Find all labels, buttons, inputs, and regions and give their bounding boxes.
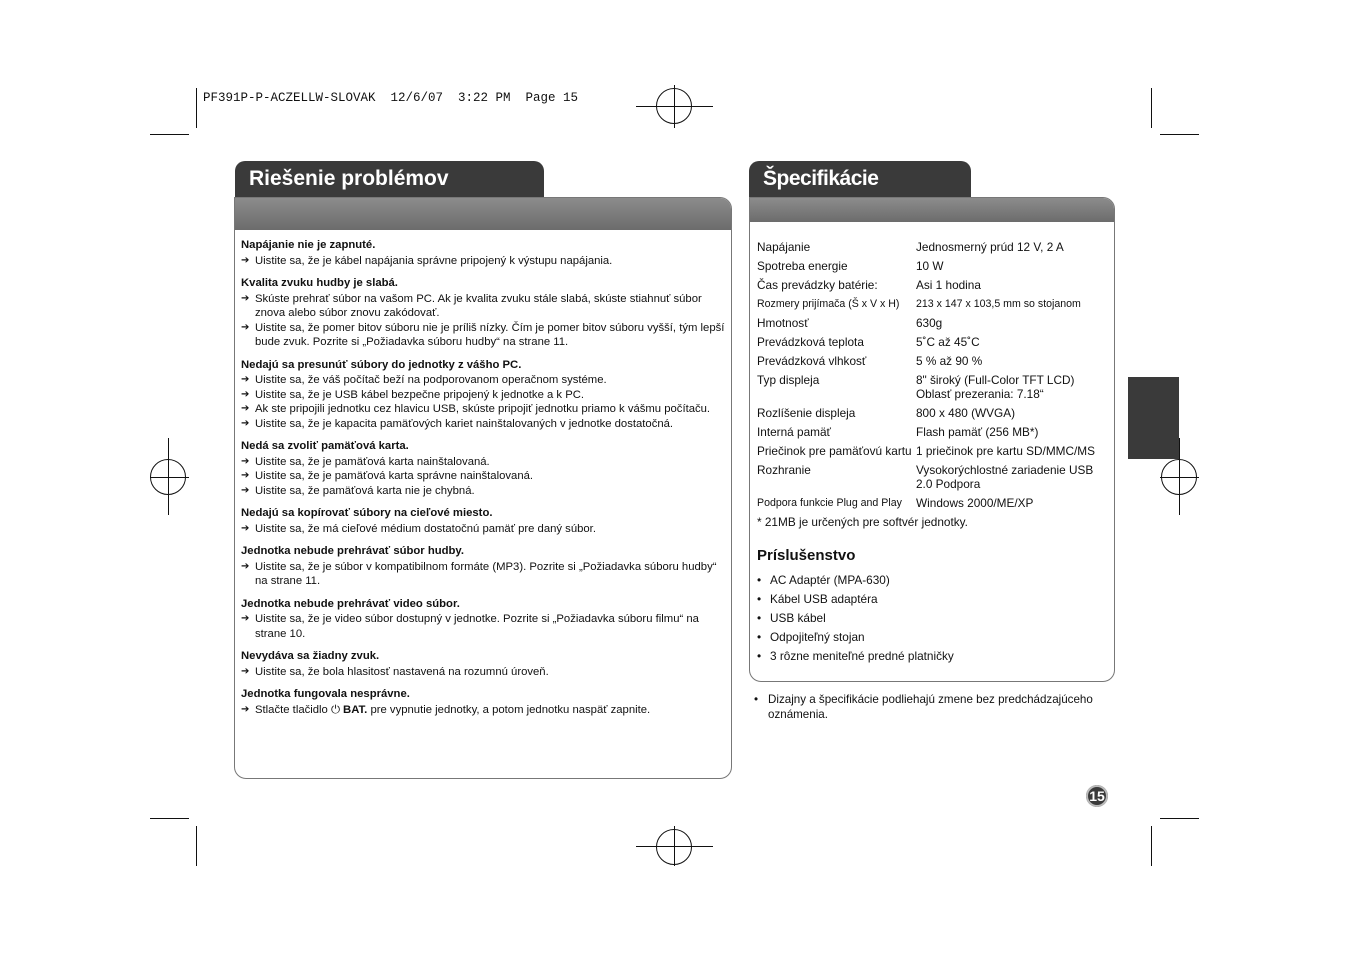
- spec-value: Vysokorýchlostné zariadenie USB: [916, 463, 1094, 477]
- panel-header-bar: [750, 198, 1114, 222]
- spec-label: Podpora funkcie Plug and Play: [757, 497, 902, 509]
- note-text: Dizajny a špecifikácie podliehajú zmene bez predchádzajúceho oznámenia.: [768, 693, 1093, 721]
- spec-label: Prevádzková teplota: [757, 335, 864, 349]
- arrow-icon: ➔: [241, 417, 250, 429]
- trouble-item: [241, 388, 729, 403]
- trouble-item: [241, 321, 729, 350]
- spec-value-cell: [916, 496, 1113, 510]
- trouble-heading: Jednotka nebude prehrávať súbor hudby.: [241, 545, 465, 557]
- trouble-item-text: Uistite sa, že je USB kábel bezpečne pripojený k jednotke a k PC.: [255, 388, 585, 401]
- spec-value-line2: 2.0 Podpora: [916, 477, 981, 491]
- spec-value: Jednosmerný prúd 12 V, 2 A: [916, 240, 1064, 254]
- accessory-text: Kábel USB adaptéra: [770, 592, 878, 606]
- specifications-content: [757, 240, 1113, 668]
- spec-value: 213 x 147 x 103,5 mm so stojanom: [916, 298, 1081, 310]
- spec-label: Priečinok pre pamäťovú kartu: [757, 444, 912, 458]
- accessory-text: USB kábel: [770, 611, 826, 625]
- spec-value-cell: [916, 463, 1113, 491]
- arrow-icon: ➔: [241, 560, 250, 572]
- spec-row: [757, 316, 1113, 330]
- accessory-item: [757, 573, 1113, 587]
- spec-value: Asi 1 hodina: [916, 278, 981, 292]
- spec-footnote: * 21MB je určených pre softvér jednotky.: [757, 515, 968, 529]
- spec-change-note: [753, 692, 1115, 722]
- arrow-icon: ➔: [241, 484, 250, 496]
- arrow-icon: ➔: [241, 703, 250, 715]
- trouble-item: [241, 560, 729, 589]
- registration-line: [674, 85, 675, 128]
- trouble-item: [241, 373, 729, 388]
- trouble-item-text: Uistite sa, že váš počítač beží na podporovanom operačnom systéme.: [255, 374, 607, 386]
- arrow-icon: ➔: [241, 321, 250, 333]
- panel-header-bar: [235, 198, 731, 230]
- trouble-item-text: Uistite sa, že je kábel napájania správne pripojený k výstupu napájania.: [255, 254, 613, 267]
- spec-value-cell: [916, 425, 1113, 439]
- spec-value-cell: [916, 335, 1113, 349]
- trouble-item-text: Uistite sa, že je súbor v kompatibilnom formáte (MP3). Pozrite si „Požiadavka súboru hudby“ na strane 11.: [255, 560, 717, 587]
- arrow-icon: ➔: [241, 403, 250, 414]
- spec-row: [757, 406, 1113, 420]
- spec-row: [757, 240, 1113, 254]
- spec-label: Rozlíšenie displeja: [757, 406, 856, 420]
- accessory-item: [757, 611, 1113, 625]
- trouble-section: [241, 276, 729, 350]
- trouble-item-text: pre vypnutie jednotky, a potom jednotku naspäť zapnite.: [367, 703, 651, 716]
- spec-value: 5˚C až 45˚C: [916, 335, 980, 349]
- spec-label: Napájanie: [757, 240, 811, 254]
- accessory-text: 3 rôzne meniteľné predné platničky: [770, 649, 954, 663]
- trouble-section: [241, 687, 729, 717]
- trouble-item-text: Uistite sa, že je kapacita pamäťových kariet nainštalovaných v jednotke dostatočná.: [255, 417, 674, 430]
- trouble-item-text: Uistite sa, že je pamäťová karta správne nainštalovaná.: [255, 470, 534, 482]
- trouble-item: [241, 254, 729, 269]
- trouble-heading: Kvalita zvuku hudby je slabá.: [241, 277, 398, 289]
- accessory-item: [757, 649, 1113, 663]
- spec-value: 5 % až 90 %: [916, 354, 983, 368]
- spec-value-cell: [916, 444, 1113, 458]
- spec-row: [757, 335, 1113, 349]
- spec-value: 10 W: [916, 259, 944, 273]
- spec-row: [757, 425, 1113, 439]
- spec-value: Flash pamäť (256 MB*): [916, 425, 1039, 439]
- crop-mark: [196, 88, 197, 128]
- crop-mark: [196, 826, 197, 866]
- spec-value: 8" široký (Full-Color TFT LCD): [916, 373, 1075, 387]
- spec-value-cell: [916, 278, 1113, 292]
- trouble-heading: Napájanie nie je zapnuté.: [241, 239, 376, 251]
- trouble-item: [241, 469, 729, 484]
- trouble-section: [241, 358, 729, 432]
- accessory-item: [757, 630, 1113, 644]
- bullet-icon: •: [757, 611, 762, 625]
- trouble-section: [241, 439, 729, 498]
- trouble-item-text: Uistite sa, že pomer bitov súboru nie je príliš nízky. Čím je pomer bitov súboru vyšší, tým lepší bude zvuk. Pozrite si „Požiadavka súboru hudby“ na strane 11.: [255, 321, 725, 348]
- arrow-icon: ➔: [241, 455, 250, 467]
- registration-line: [150, 477, 189, 478]
- bullet-icon: •: [757, 592, 762, 606]
- trouble-item: [241, 612, 729, 641]
- trouble-item-text: Ak ste pripojili jednotku cez hlavicu USB, skúste pripojiť jednotku priamo k vášmu počítaču.: [255, 403, 711, 415]
- accessories-list: [757, 573, 1113, 663]
- trouble-item: [241, 703, 729, 718]
- spec-row: [757, 444, 1113, 458]
- spec-value-cell: [916, 240, 1113, 254]
- arrow-icon: ➔: [241, 292, 250, 304]
- spec-label: Spotreba energie: [757, 259, 848, 273]
- registration-line: [674, 826, 675, 866]
- chapter-thumb-tab: [1128, 377, 1179, 459]
- crop-mark: [150, 818, 189, 819]
- spec-row: [757, 297, 1113, 311]
- trouble-section: [241, 238, 729, 268]
- spec-row: [757, 463, 1113, 491]
- accessory-text: AC Adaptér (MPA-630): [770, 573, 890, 587]
- spec-value: 800 x 480 (WVGA): [916, 406, 1016, 420]
- spec-value-line2: Oblasť prezerania: 7.18“: [916, 387, 1044, 401]
- spec-value-cell: [916, 316, 1113, 330]
- spec-row: [757, 278, 1113, 292]
- arrow-icon: ➔: [241, 254, 250, 266]
- trouble-item: [241, 665, 729, 680]
- spec-label: Typ displeja: [757, 373, 820, 387]
- accessory-text: Odpojiteľný stojan: [770, 630, 865, 644]
- spec-value: 1 priečinok pre kartu SD/MMC/MS: [916, 444, 1095, 458]
- trouble-item-text: Uistite sa, že pamäťová karta nie je chybná.: [255, 484, 475, 497]
- spec-value: 630g: [916, 316, 943, 330]
- trouble-item: [241, 292, 729, 321]
- troubleshooting-title: Riešenie problémov: [235, 161, 544, 199]
- spec-value-cell: [916, 373, 1113, 401]
- trouble-item-text: Uistite sa, že bola hlasitosť nastavená na rozumnú úroveň.: [255, 665, 549, 678]
- trouble-heading: Nedajú sa kopírovať súbory na cieľové miesto.: [241, 507, 493, 519]
- bullet-icon: •: [757, 630, 762, 644]
- trouble-section: [241, 544, 729, 589]
- trouble-item: [241, 522, 729, 537]
- arrow-icon: ➔: [241, 613, 250, 624]
- trouble-item-text: Uistite sa, že je pamäťová karta nainštalovaná.: [255, 455, 490, 468]
- spec-table: [757, 240, 1113, 510]
- spec-label: Interná pamäť: [757, 425, 831, 439]
- trouble-section: [241, 649, 729, 679]
- trouble-heading: Nedajú sa presunúť súbory do jednotky z vášho PC.: [241, 358, 522, 371]
- spec-row: [757, 354, 1113, 368]
- arrow-icon: ➔: [241, 665, 250, 677]
- spec-label: Hmotnosť: [757, 316, 809, 330]
- trouble-section: [241, 506, 729, 536]
- spec-label: Čas prevádzky batérie:: [757, 278, 878, 292]
- spec-value-cell: [916, 297, 1113, 311]
- arrow-icon: ➔: [241, 522, 250, 534]
- trouble-item-text: Uistite sa, že je video súbor dostupný v jednotke. Pozrite si „Požiadavka súboru filmu“ na strane 10.: [255, 613, 699, 640]
- trouble-heading: Jednotka nebude prehrávať video súbor.: [241, 597, 460, 610]
- crop-mark: [1160, 818, 1199, 819]
- bullet-icon: •: [754, 693, 759, 706]
- arrow-icon: ➔: [241, 470, 250, 481]
- spec-row: [757, 373, 1113, 401]
- accessory-item: [757, 592, 1113, 606]
- power-icon: ⏻: [330, 703, 340, 716]
- trouble-item: [241, 484, 729, 499]
- crop-mark: [1151, 88, 1152, 128]
- page-number: 15: [1086, 785, 1108, 807]
- trouble-item: [241, 402, 729, 417]
- bullet-icon: •: [757, 649, 762, 663]
- arrow-icon: ➔: [241, 374, 250, 385]
- spec-label: Rozmery prijímača (Š x V x H): [757, 298, 900, 310]
- spec-value-cell: [916, 406, 1113, 420]
- crop-mark: [150, 134, 189, 135]
- trouble-item-text: Uistite sa, že má cieľové médium dostatočnú pamäť pre daný súbor.: [255, 522, 596, 535]
- spec-label: Prevádzková vlhkosť: [757, 354, 867, 368]
- trouble-heading: Jednotka fungovala nesprávne.: [241, 688, 410, 700]
- crop-mark: [1160, 134, 1199, 135]
- specifications-title: Špecifikácie: [749, 161, 971, 199]
- trouble-heading: Nevydáva sa žiadny zvuk.: [241, 650, 380, 662]
- spec-value-cell: [916, 259, 1113, 273]
- bullet-icon: •: [757, 573, 762, 587]
- spec-row: [757, 496, 1113, 510]
- trouble-item: [241, 417, 729, 432]
- bat-label: BAT.: [339, 703, 368, 716]
- troubleshooting-content: [241, 238, 729, 725]
- spec-value: Windows 2000/ME/XP: [916, 496, 1034, 510]
- registration-line: [1160, 477, 1199, 478]
- arrow-icon: ➔: [241, 388, 250, 400]
- spec-row: [757, 259, 1113, 273]
- trouble-heading: Nedá sa zvoliť pamäťová karta.: [241, 440, 409, 452]
- spec-value-cell: [916, 354, 1113, 368]
- trouble-item: [241, 455, 729, 470]
- trouble-item-text: Skúste prehrať súbor na vašom PC. Ak je kvalita zvuku stále slabá, skúste stiahnuť súbor znova alebo súbor znovu zakódovať.: [255, 292, 702, 319]
- print-header: PF391P-P-ACZELLW-SLOVAK 12/6/07 3:22 PM Page 15: [203, 91, 579, 105]
- trouble-item-text: Stlačte tlačidlo: [255, 703, 331, 716]
- crop-mark: [1151, 826, 1152, 866]
- trouble-section: [241, 597, 729, 642]
- spec-label: Rozhranie: [757, 463, 811, 477]
- accessories-title: Príslušenstvo: [757, 547, 856, 564]
